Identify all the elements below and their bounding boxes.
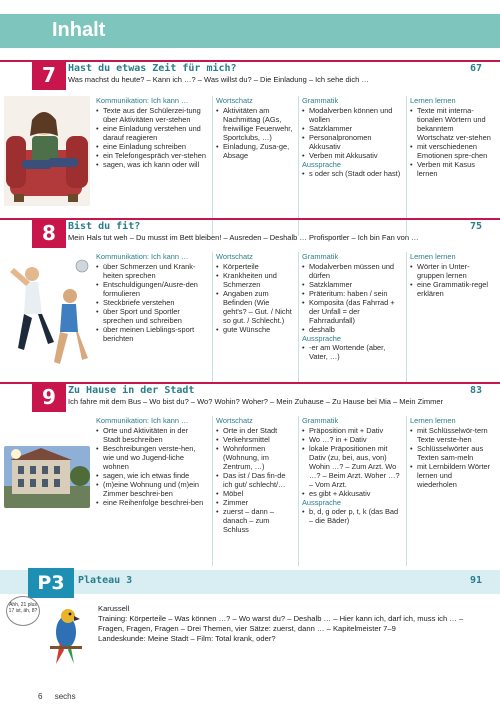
list-item: • mit verschiedenen Emotionen spre-chen	[410, 142, 492, 160]
col-kommunikation	[96, 416, 206, 507]
list-item: • ein Telefongespräch ver-stehen	[96, 151, 206, 160]
list-item: • Das ist / Das fin-de ich gut/ schlecht/…	[216, 471, 294, 489]
list-item: • -er am Wortende (aber, Vater, …)	[302, 343, 402, 361]
list-item: • s oder sch (Stadt oder hast)	[302, 169, 402, 178]
list-item: • Satzklammer	[302, 280, 402, 289]
list-item: • mit Schlüsselwör-tern Texte verste-hen	[410, 426, 492, 444]
plateau-page[interactable]: 91	[469, 575, 482, 586]
chapter-number: 7	[32, 60, 66, 90]
chapter-9	[0, 382, 500, 562]
list-item: • b, d, g oder p, t, k (das Bad – die Bäder)	[302, 507, 402, 525]
chapter-page[interactable]: 83	[469, 385, 482, 396]
list-item: • Möbel	[216, 489, 294, 498]
list-item: • eine Reihenfolge beschrei-ben	[96, 498, 206, 507]
col-kommunikation	[96, 252, 206, 343]
plateau-content	[98, 604, 490, 644]
col-header-wortschatz: Wortschatz	[216, 416, 253, 425]
photo-girl-armchair	[4, 96, 90, 206]
col-kommunikation	[96, 96, 206, 169]
plateau-line: Karussell	[98, 604, 130, 613]
col-header-aussprache: Aussprache	[302, 498, 342, 507]
list-item: • über Sport und Sportler sprechen und schreiben	[96, 307, 206, 325]
col-header-lernen: Lernen lernen	[410, 96, 456, 105]
col-header-lernen: Lernen lernen	[410, 252, 456, 261]
col-wortschatz	[216, 416, 294, 534]
col-grammatik	[302, 96, 402, 178]
title-bar	[0, 14, 500, 48]
col-header-aussprache: Aussprache	[302, 160, 342, 169]
list-item: • mit Lernbildern Wörter lernen und wiederholen	[410, 462, 492, 489]
chapter-8	[0, 218, 500, 378]
list-item: • lokale Präpositionen mit Dativ (zu, bei, aus, von) Wohin …? – Zum Arzt. Wo …? – Beim Arzt. Woher …? – Vom Arzt.	[302, 444, 402, 489]
list-item: • Wörter in Unter-gruppen lernen	[410, 262, 492, 280]
list-item: • deshalb	[302, 325, 402, 334]
list-item: • über Schmerzen und Krank-heiten sprechen	[96, 262, 206, 280]
column-divider	[406, 416, 407, 566]
col-grammatik	[302, 252, 402, 361]
list-item: • Steckbriefe verstehen	[96, 298, 206, 307]
page-word: sechs	[54, 692, 76, 701]
list-item: • Einladung, Zusa-ge, Absage	[216, 142, 294, 160]
list-item: • Körperteile	[216, 262, 294, 271]
list-item: • Verkehrsmittel	[216, 435, 294, 444]
chapter-title[interactable]: Bist du fit?	[68, 221, 141, 232]
list-item: • zuerst – dann – danach – zum Schluss	[216, 507, 294, 534]
column-divider	[298, 96, 299, 236]
list-item: • eine Einladung verstehen und darauf reagieren	[96, 124, 206, 142]
plateau-title[interactable]: Plateau 3	[78, 575, 133, 586]
list-item: • eine Grammatik-regel erklären	[410, 280, 492, 298]
plateau-number: P3	[28, 568, 74, 598]
col-wortschatz	[216, 252, 294, 334]
list-item: • Wo …? in + Dativ	[302, 435, 402, 444]
list-item: • (m)eine Wohnung und (m)ein Zimmer beschrei-ben	[96, 480, 206, 498]
column-divider	[212, 96, 213, 236]
col-header-wortschatz: Wortschatz	[216, 96, 253, 105]
list-item: • Texte aus der Schülerzei-tung über Aktivitäten ver-stehen	[96, 106, 206, 124]
photo-city-building	[4, 446, 90, 508]
chapter-rule	[0, 218, 500, 220]
chapter-number: 9	[32, 382, 66, 412]
page-header	[0, 0, 500, 52]
plateau-line: Training: Körperteile – Was können …? – Wo warst du? – Deshalb … – Hier kann ich, darf ich, muss ich … – Fragen, Fragen, Fragen – Drei Themen, vier Sätze: zuerst, dann … – Kapitelmeister 7–9	[98, 614, 464, 633]
column-divider	[212, 252, 213, 382]
list-item: • Aktivitäten am Nachmittag (AGs, freiwillige Feuerwehr, Sportclubs, …)	[216, 106, 294, 142]
chapter-number: 8	[32, 218, 66, 248]
chapter-7	[0, 60, 500, 238]
list-item: • über meinen Lieblings-sport berichten	[96, 325, 206, 343]
chapter-rule	[0, 382, 500, 384]
chapter-page[interactable]: 75	[469, 221, 482, 232]
col-header-kommunikation: Kommunikation: Ich kann …	[96, 416, 189, 425]
column-divider	[298, 416, 299, 566]
chapter-subtitle: Was machst du heute? – Kann ich …? – Was willst du? – Die Einladung – Ich sehe dich …	[68, 75, 369, 84]
list-item: • eine Einladung schreiben	[96, 142, 206, 151]
list-item: • Angaben zum Befinden (Wie geht's? – Gut. / Nicht so gut. / Schlecht.)	[216, 289, 294, 325]
list-item: • Modalverben können und wollen	[302, 106, 402, 124]
plateau-bar	[0, 570, 500, 594]
col-header-lernen: Lernen lernen	[410, 416, 456, 425]
col-lernen	[410, 252, 492, 298]
list-item: • Schlüsselwörter aus Texten sam-meln	[410, 444, 492, 462]
col-header-aussprache: Aussprache	[302, 334, 342, 343]
list-item: • Entschuldigungen/Ausre-den formulieren	[96, 280, 206, 298]
chapter-title[interactable]: Zu Hause in der Stadt	[68, 385, 195, 396]
column-divider	[212, 416, 213, 566]
page-number: 6	[38, 692, 43, 701]
plateau-line: Landeskunde: Meine Stadt – Film: Total krank, oder?	[98, 634, 276, 643]
column-divider	[298, 252, 299, 382]
list-item: • gute Wünsche	[216, 325, 294, 334]
list-item: • sagen, was ich kann oder will	[96, 160, 206, 169]
list-item: • Wohnformen (Wohnung, im Zentrum, …)	[216, 444, 294, 471]
chapter-page[interactable]: 67	[469, 63, 482, 74]
list-item: • sagen, wie ich etwas finde	[96, 471, 206, 480]
col-lernen	[410, 416, 492, 489]
column-divider	[406, 96, 407, 236]
col-header-grammatik: Grammatik	[302, 416, 339, 425]
list-item: • Orte in der Stadt	[216, 426, 294, 435]
page-footer	[38, 692, 76, 701]
col-header-grammatik: Grammatik	[302, 252, 339, 261]
list-item: • Orte und Aktivitäten in der Stadt beschreiben	[96, 426, 206, 444]
col-grammatik	[302, 416, 402, 525]
column-divider	[406, 252, 407, 382]
chapter-title[interactable]: Hast du etwas Zeit für mich?	[68, 63, 237, 74]
col-wortschatz	[216, 96, 294, 160]
list-item: • Präposition mit + Dativ	[302, 426, 402, 435]
page-title: Inhalt	[52, 19, 106, 41]
col-lernen	[410, 96, 492, 178]
chapter-subtitle: Mein Hals tut weh – Du musst im Bett bleiben! – Ausreden – Deshalb … Profisportler – Ich bin Fan von …	[68, 233, 419, 242]
speech-bubble: Ahh, 21 plus 17 ist, äh, 8?	[6, 596, 40, 626]
parrot-illustration	[46, 606, 86, 668]
list-item: • Verben mit Kasus lernen	[410, 160, 492, 178]
col-header-kommunikation: Kommunikation: Ich kann …	[96, 96, 189, 105]
chapter-subtitle: Ich fahre mit dem Bus – Wo bist du? – Wo? Wohin? Woher? – Mein Zuhause – Zu Hause bei Mia – Mein Zimmer	[68, 397, 444, 406]
list-item: • es gibt + Akkusativ	[302, 489, 402, 498]
list-item: • Verben mit Akkusativ	[302, 151, 402, 160]
col-header-kommunikation: Kommunikation: Ich kann …	[96, 252, 189, 261]
col-header-grammatik: Grammatik	[302, 96, 339, 105]
list-item: • Beschreibungen verste-hen, wie und wo Jugend-liche wohnen	[96, 444, 206, 471]
list-item: • Modalverben müssen und dürfen	[302, 262, 402, 280]
col-header-wortschatz: Wortschatz	[216, 252, 253, 261]
list-item: • Komposita (das Fahrrad + der Unfall = der Fahrradunfall)	[302, 298, 402, 325]
list-item: • Präteritum: haben / sein	[302, 289, 402, 298]
list-item: • Satzklammer	[302, 124, 402, 133]
list-item: • Texte mit interna-tionalen Wörtern und bekanntem Wortschatz ver-stehen	[410, 106, 492, 142]
chapter-rule	[0, 60, 500, 62]
list-item: • Personalpronomen Akkusativ	[302, 133, 402, 151]
list-item: • Krankheiten und Schmerzen	[216, 271, 294, 289]
list-item: • Zimmer	[216, 498, 294, 507]
photo-sport-players	[4, 252, 90, 372]
